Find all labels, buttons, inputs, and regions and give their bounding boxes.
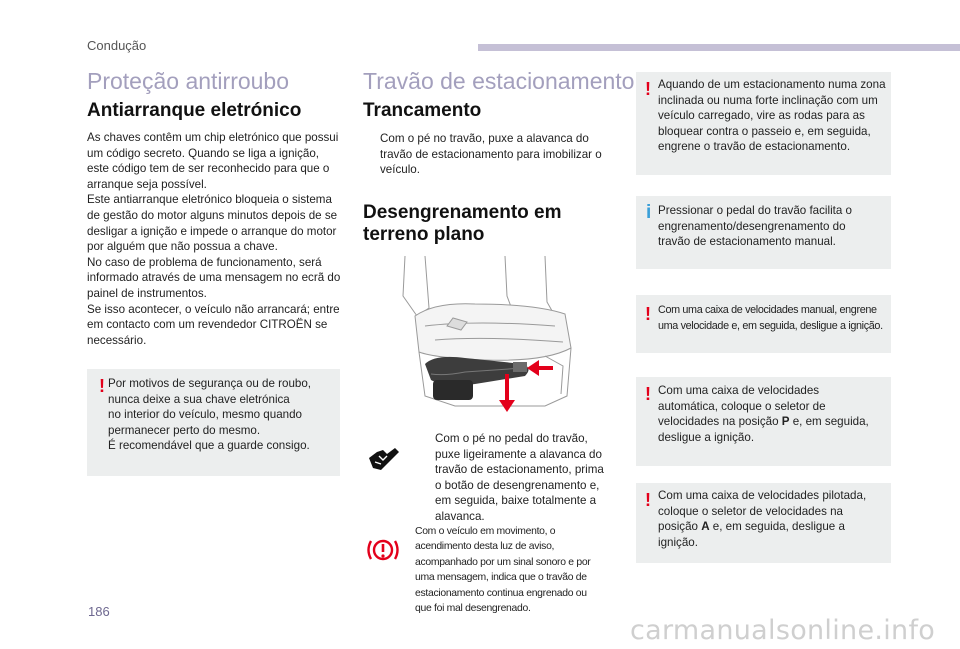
bullet-release: Com o pé no pedal do travão, puxe ligeiramente a alavanca do travão de estacionamento, prima o botão de desengrenamento e, em seguida, baixe totalmente a alavanca.: [435, 432, 604, 523]
warning-box-piloted-gearbox: ! Com uma caixa de velocidades pilotada, coloque o seletor de velocidades na posição A e, em seguida, desligue a ignição.: [636, 483, 891, 563]
warning-box-key: ! Por motivos de segurança ou de roubo, nunca deixe a sua chave eletrónica no interior do veículo, mesmo quando permanecer perto do mesmo. É recomendável que a guarde consigo.: [87, 369, 340, 476]
info-icon: i: [646, 202, 652, 223]
subheading-release: Desengrenamento em terreno plano: [363, 202, 562, 245]
warning-box-slope: ! Aquando de um estacionamento numa zona inclinada ou numa forte inclinação com um veículo carregado, vire as rodas para as bloquear contra o passeio e, em seguida, engrene o travão de estacionamento.: [636, 72, 891, 175]
immobiliser-paragraph: As chaves contêm um chip eletrónico que possui um código secreto. Quando se liga a ignição, este código tem de ser reconhecido para que o arranque seja possível. Este antiarranque eletrónico bloqueia o sistema de gestão do motor alguns minutos depois de se desligar a ignição e impede o arranque do motor por alguém que não possua a chave. No caso de problema de funcionamento, será informado através de uma mensagem no ecrã do painel de instrumentos. Se isso acontecer, o veículo não arrancará; entre em contacto com um revendedor CITROËN se necessário.: [87, 131, 341, 347]
subheading-immobiliser: Antiarranque eletrónico: [87, 100, 302, 121]
watermark: carmanualsonline.info: [630, 615, 936, 646]
warning-light-note: Com o veículo em movimento, o acendimento desta luz de aviso, acompanhado por um sinal sonoro e por uma mensagem, indica que o travão de estacionamento continua engrenado ou que foi mal desengrenado.: [415, 526, 591, 615]
warning-icon: !: [645, 79, 651, 99]
heading-parking-brake: Travão de estacionamento: [363, 68, 635, 94]
brake-warning-light-icon: [366, 536, 400, 564]
heading-anti-theft: Proteção antirroubo: [87, 68, 290, 94]
bullet-lock: Com o pé no travão, puxe a alavanca do travão de estacionamento para imobilizar o veículo.: [380, 132, 602, 177]
warning-box-automatic-gearbox: ! Com uma caixa de velocidades automática, coloque o seletor de velocidades na posição P e, em seguida, desligue a ignição.: [636, 377, 891, 466]
section-title: Condução: [87, 38, 147, 53]
warning-icon: !: [645, 384, 651, 404]
hand-lever-icon: [367, 444, 401, 474]
warning-icon: !: [99, 376, 105, 396]
subheading-locking: Trancamento: [363, 100, 482, 121]
header-bar: [478, 44, 960, 51]
info-box-pedal: i Pressionar o pedal do travão facilita o engrenamento/desengrenamento do travão de estacionamento manual.: [636, 196, 891, 269]
warning-icon: !: [645, 304, 651, 324]
parking-brake-illustration: [395, 256, 595, 414]
warning-icon: !: [645, 490, 651, 510]
page-number: 186: [88, 604, 110, 619]
warning-box-manual-gearbox: ! Com uma caixa de velocidades manual, engrene uma velocidade e, em seguida, desligue a ignição.: [636, 295, 891, 353]
